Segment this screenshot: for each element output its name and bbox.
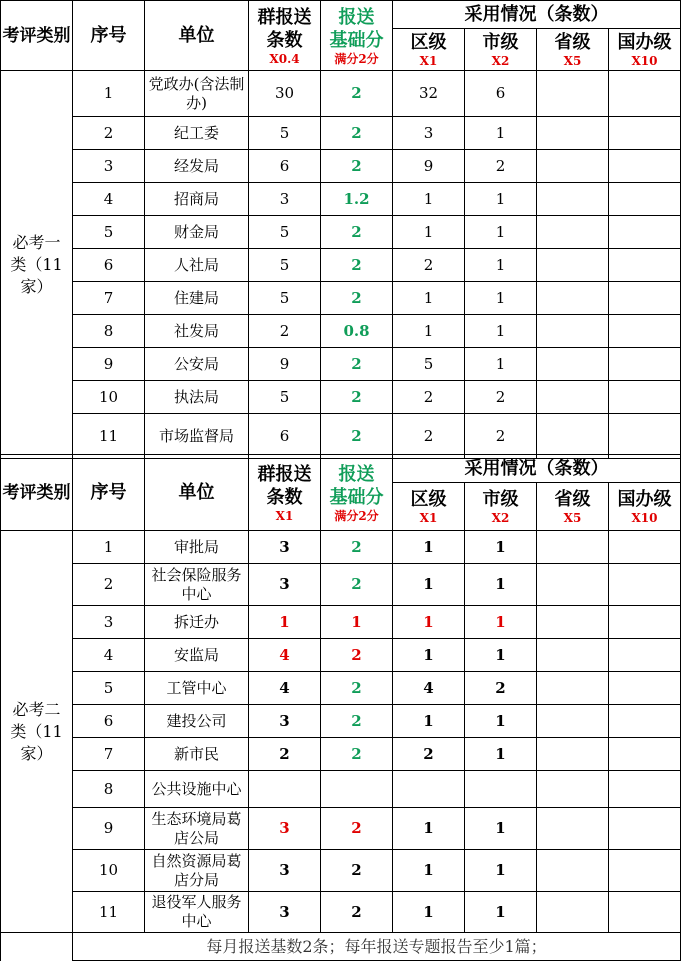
group-count-cell: 4	[249, 672, 321, 705]
district-count-cell: 2	[393, 381, 465, 414]
group-count-cell: 4	[249, 639, 321, 672]
header-unit: 单位	[145, 1, 249, 71]
header-city: 市级 X2	[465, 483, 537, 531]
state-count-cell	[609, 606, 681, 639]
state-count-cell	[609, 531, 681, 564]
city-count-cell: 1	[465, 606, 537, 639]
category-cell: 必考二类（11家）	[1, 531, 73, 933]
state-count-cell	[609, 672, 681, 705]
header-unit: 单位	[145, 455, 249, 531]
score-table-section1	[0, 0, 681, 459]
table-row	[1, 672, 681, 705]
table-row	[1, 414, 681, 459]
group-count-cell: 6	[249, 150, 321, 183]
city-count-cell: 1	[465, 808, 537, 850]
base-score-cell: 2	[321, 381, 393, 414]
table-row	[1, 639, 681, 672]
city-count-cell: 1	[465, 639, 537, 672]
footer-note: 每月报送基数2条；每年报送专题报告至少1篇；	[73, 933, 681, 961]
unit-cell: 建投公司	[145, 705, 249, 738]
group-multiplier: X0.4	[269, 51, 300, 66]
base-score-cell: 2	[321, 150, 393, 183]
table-row	[1, 348, 681, 381]
seq-cell: 5	[73, 216, 145, 249]
table-row	[1, 249, 681, 282]
province-count-cell	[537, 639, 609, 672]
base-score-cell: 2	[321, 564, 393, 606]
unit-cell: 社发局	[145, 315, 249, 348]
city-count-cell: 1	[465, 564, 537, 606]
province-count-cell	[537, 892, 609, 933]
state-count-cell	[609, 183, 681, 216]
base-score-cell: 2	[321, 282, 393, 315]
header-province: 省级 X5	[537, 483, 609, 531]
city-count-cell: 2	[465, 150, 537, 183]
seq-cell: 3	[73, 606, 145, 639]
district-count-cell: 1	[393, 892, 465, 933]
header-adoption: 采用情况（条数）	[393, 455, 681, 483]
city-count-cell	[465, 771, 537, 808]
unit-cell: 审批局	[145, 531, 249, 564]
table-row	[1, 738, 681, 771]
unit-cell: 社会保险服务中心	[145, 564, 249, 606]
group-count-cell: 5	[249, 117, 321, 150]
seq-cell: 1	[73, 71, 145, 117]
city-count-cell: 1	[465, 117, 537, 150]
table-row	[1, 150, 681, 183]
header-adoption: 采用情况（条数）	[393, 1, 681, 29]
group-count-cell: 5	[249, 216, 321, 249]
unit-cell: 经发局	[145, 150, 249, 183]
state-count-cell	[609, 639, 681, 672]
header-base-score: 报送 基础分 满分2分	[321, 1, 393, 71]
state-count-cell	[609, 117, 681, 150]
state-count-cell	[609, 771, 681, 808]
district-count-cell: 2	[393, 738, 465, 771]
seq-cell: 7	[73, 738, 145, 771]
unit-cell: 纪工委	[145, 117, 249, 150]
state-count-cell	[609, 249, 681, 282]
district-count-cell: 1	[393, 564, 465, 606]
district-count-cell: 1	[393, 183, 465, 216]
seq-cell: 9	[73, 808, 145, 850]
state-count-cell	[609, 216, 681, 249]
unit-cell: 公安局	[145, 348, 249, 381]
group-count-cell: 2	[249, 738, 321, 771]
state-count-cell	[609, 150, 681, 183]
table-row	[1, 282, 681, 315]
seq-cell: 5	[73, 672, 145, 705]
base-score-cell: 2	[321, 71, 393, 117]
unit-cell: 人社局	[145, 249, 249, 282]
seq-cell: 10	[73, 850, 145, 892]
district-count-cell: 32	[393, 71, 465, 117]
city-count-cell: 1	[465, 850, 537, 892]
city-count-cell: 1	[465, 892, 537, 933]
base-score-cell: 0.8	[321, 315, 393, 348]
header-city: 市级 X2	[465, 29, 537, 71]
district-count-cell: 1	[393, 606, 465, 639]
header-seq: 序号	[73, 455, 145, 531]
unit-cell: 生态环境局葛店公局	[145, 808, 249, 850]
province-count-cell	[537, 564, 609, 606]
base-score-cell: 2	[321, 216, 393, 249]
city-count-cell: 1	[465, 282, 537, 315]
state-count-cell	[609, 850, 681, 892]
group-count-cell: 3	[249, 531, 321, 564]
table-row	[1, 315, 681, 348]
group-count-cell: 3	[249, 564, 321, 606]
base-score-cell: 2	[321, 639, 393, 672]
group-count-cell: 3	[249, 808, 321, 850]
district-count-cell: 4	[393, 672, 465, 705]
province-count-cell	[537, 414, 609, 459]
base-score-cell: 2	[321, 892, 393, 933]
state-count-cell	[609, 414, 681, 459]
city-count-cell: 2	[465, 672, 537, 705]
district-count-cell: 1	[393, 808, 465, 850]
group-count-cell: 5	[249, 282, 321, 315]
group-count-cell: 9	[249, 348, 321, 381]
seq-cell: 2	[73, 564, 145, 606]
province-count-cell	[537, 738, 609, 771]
unit-cell: 招商局	[145, 183, 249, 216]
seq-cell: 8	[73, 315, 145, 348]
district-count-cell: 2	[393, 414, 465, 459]
seq-cell: 8	[73, 771, 145, 808]
province-count-cell	[537, 71, 609, 117]
group-count-cell: 2	[249, 315, 321, 348]
province-count-cell	[537, 808, 609, 850]
unit-cell: 拆迁办	[145, 606, 249, 639]
state-count-cell	[609, 381, 681, 414]
table-row	[1, 117, 681, 150]
table-row	[1, 216, 681, 249]
state-count-cell	[609, 282, 681, 315]
seq-cell: 9	[73, 348, 145, 381]
city-count-cell: 1	[465, 348, 537, 381]
seq-cell: 2	[73, 117, 145, 150]
province-count-cell	[537, 216, 609, 249]
seq-cell: 7	[73, 282, 145, 315]
header-province: 省级 X5	[537, 29, 609, 71]
table-row	[1, 705, 681, 738]
province-count-cell	[537, 249, 609, 282]
group-count-cell: 3	[249, 183, 321, 216]
unit-cell: 公共设施中心	[145, 771, 249, 808]
district-count-cell: 2	[393, 249, 465, 282]
city-count-cell: 6	[465, 71, 537, 117]
province-count-cell	[537, 348, 609, 381]
district-count-cell: 9	[393, 150, 465, 183]
seq-cell: 3	[73, 150, 145, 183]
city-count-cell: 1	[465, 738, 537, 771]
city-count-cell: 1	[465, 249, 537, 282]
group-count-cell: 3	[249, 850, 321, 892]
province-count-cell	[537, 282, 609, 315]
table-row	[1, 892, 681, 933]
province-count-cell	[537, 183, 609, 216]
state-count-cell	[609, 738, 681, 771]
header-state: 国办级 X10	[609, 483, 681, 531]
group-count-cell: 30	[249, 71, 321, 117]
table-row	[1, 71, 681, 117]
state-count-cell	[609, 705, 681, 738]
header-group-count: 群报送 条数 X0.4	[249, 1, 321, 71]
header-district: 区级 X1	[393, 483, 465, 531]
table-row	[1, 606, 681, 639]
province-count-cell	[537, 705, 609, 738]
group-count-cell: 5	[249, 249, 321, 282]
state-count-cell	[609, 315, 681, 348]
group-count-cell: 1	[249, 606, 321, 639]
table-row	[1, 531, 681, 564]
header-district: 区级 X1	[393, 29, 465, 71]
state-count-cell	[609, 892, 681, 933]
district-count-cell: 1	[393, 282, 465, 315]
table-row	[1, 564, 681, 606]
province-count-cell	[537, 531, 609, 564]
base-score-cell: 2	[321, 117, 393, 150]
province-count-cell	[537, 771, 609, 808]
group-count-cell: 6	[249, 414, 321, 459]
base-score-cell: 1.2	[321, 183, 393, 216]
base-score-cell: 2	[321, 738, 393, 771]
group-multiplier: X1	[275, 508, 294, 523]
province-count-cell	[537, 381, 609, 414]
header-state: 国办级 X10	[609, 29, 681, 71]
group-count-cell	[249, 771, 321, 808]
district-count-cell: 1	[393, 705, 465, 738]
category-cell: 必考一类（11家）	[1, 71, 73, 459]
base-score-cell: 2	[321, 672, 393, 705]
district-count-cell: 3	[393, 117, 465, 150]
table-row	[1, 183, 681, 216]
table-row	[1, 808, 681, 850]
header-category: 考评类别	[1, 1, 73, 71]
district-count-cell	[393, 771, 465, 808]
group-count-cell: 3	[249, 705, 321, 738]
city-count-cell: 1	[465, 216, 537, 249]
base-score-cell: 2	[321, 808, 393, 850]
score-table-section2	[0, 454, 681, 961]
seq-cell: 4	[73, 183, 145, 216]
city-count-cell: 1	[465, 531, 537, 564]
state-count-cell	[609, 564, 681, 606]
base-score-cell	[321, 771, 393, 808]
city-count-cell: 2	[465, 381, 537, 414]
state-count-cell	[609, 808, 681, 850]
province-count-cell	[537, 850, 609, 892]
seq-cell: 1	[73, 531, 145, 564]
district-count-cell: 5	[393, 348, 465, 381]
city-count-cell: 2	[465, 414, 537, 459]
base-score-cell: 2	[321, 348, 393, 381]
province-count-cell	[537, 672, 609, 705]
district-count-cell: 1	[393, 531, 465, 564]
city-count-cell: 1	[465, 705, 537, 738]
unit-cell: 执法局	[145, 381, 249, 414]
seq-cell: 6	[73, 705, 145, 738]
table-row	[1, 771, 681, 808]
table-row	[1, 850, 681, 892]
base-score-cell: 2	[321, 414, 393, 459]
province-count-cell	[537, 117, 609, 150]
province-count-cell	[537, 315, 609, 348]
seq-cell: 11	[73, 414, 145, 459]
district-count-cell: 1	[393, 216, 465, 249]
province-count-cell	[537, 606, 609, 639]
unit-cell: 党政办(含法制办)	[145, 71, 249, 117]
base-score-cell: 1	[321, 606, 393, 639]
city-count-cell: 1	[465, 315, 537, 348]
city-count-cell: 1	[465, 183, 537, 216]
seq-cell: 4	[73, 639, 145, 672]
district-count-cell: 1	[393, 315, 465, 348]
seq-cell: 10	[73, 381, 145, 414]
unit-cell: 工管中心	[145, 672, 249, 705]
unit-cell: 安监局	[145, 639, 249, 672]
header-category: 考评类别	[1, 455, 73, 531]
unit-cell: 自然资源局葛店分局	[145, 850, 249, 892]
unit-cell: 市场监督局	[145, 414, 249, 459]
state-count-cell	[609, 71, 681, 117]
table-row	[1, 381, 681, 414]
group-count-cell: 5	[249, 381, 321, 414]
header-base-score: 报送 基础分 满分2分	[321, 455, 393, 531]
base-score-cell: 2	[321, 850, 393, 892]
header-group-count: 群报送 条数 X1	[249, 455, 321, 531]
seq-cell: 11	[73, 892, 145, 933]
unit-cell: 退役军人服务中心	[145, 892, 249, 933]
seq-cell: 6	[73, 249, 145, 282]
base-score-cell: 2	[321, 531, 393, 564]
state-count-cell	[609, 348, 681, 381]
district-count-cell: 1	[393, 639, 465, 672]
unit-cell: 新市民	[145, 738, 249, 771]
base-score-cell: 2	[321, 249, 393, 282]
header-seq: 序号	[73, 1, 145, 71]
province-count-cell	[537, 150, 609, 183]
unit-cell: 住建局	[145, 282, 249, 315]
group-count-cell: 3	[249, 892, 321, 933]
base-score-cell: 2	[321, 705, 393, 738]
unit-cell: 财金局	[145, 216, 249, 249]
district-count-cell: 1	[393, 850, 465, 892]
